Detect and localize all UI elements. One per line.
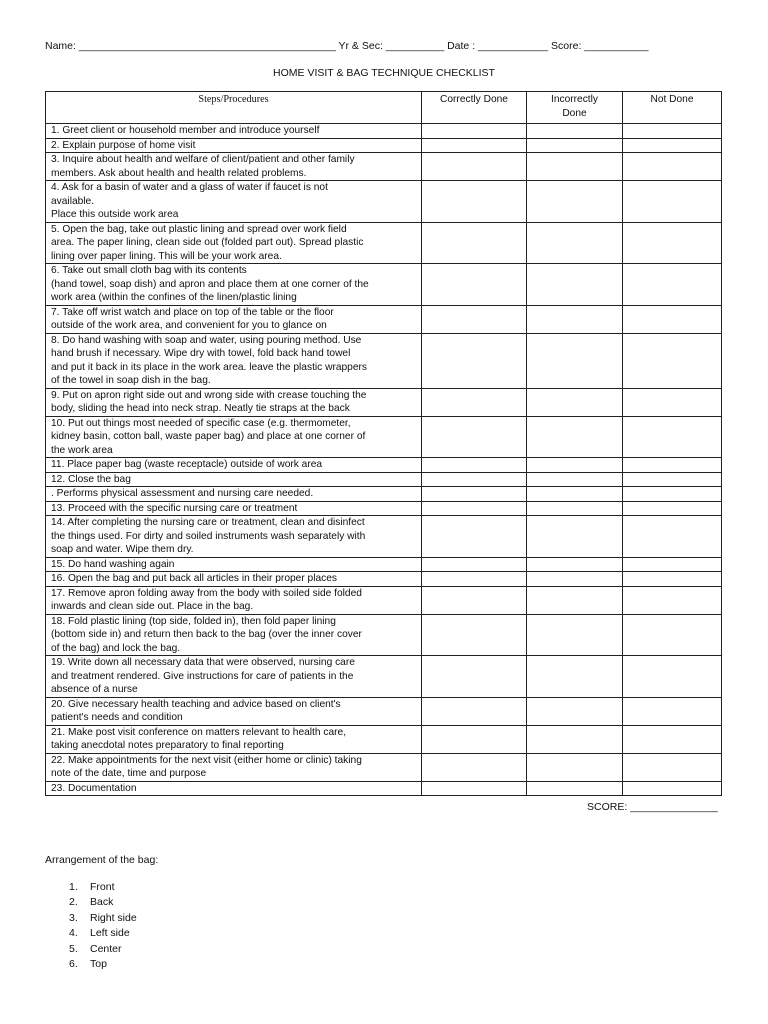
not-done-cell[interactable] [623,138,722,153]
step-cell [46,753,422,781]
step-cell [46,124,422,139]
incorrectly-done-cell[interactable] [527,181,623,223]
not-done-cell[interactable] [623,614,722,656]
not-done-cell[interactable] [623,725,722,753]
step-text: kidney basin, cotton ball, waste paper bag) and place at one corner of [51,431,366,442]
step-text: members. Ask about health and health related problems. [51,167,307,179]
not-done-cell[interactable] [623,181,722,223]
correctly-done-cell[interactable] [422,753,527,781]
correctly-done-cell[interactable] [422,138,527,153]
step-cell [46,586,422,614]
step-text: 14. After completing the nursing care or treatment, clean and disinfect [51,517,365,528]
not-done-cell[interactable] [623,586,722,614]
correctly-done-cell[interactable] [422,572,527,587]
step-cell [46,181,422,223]
incorrectly-done-cell[interactable] [527,725,623,753]
step-cell [46,614,422,656]
correctly-done-cell[interactable] [422,181,527,223]
step-text: 7. Take off wrist watch and place on top of the table or the floor [51,306,334,318]
not-done-cell[interactable] [623,305,722,333]
step-text: 21. Make post visit conference on matters relevant to health care, [51,726,347,738]
correctly-done-cell[interactable] [422,388,527,416]
step-text: 18. Fold plastic lining (top side, folded in), then fold paper lining [51,615,336,627]
table-row [46,472,722,487]
not-done-cell[interactable] [623,753,722,781]
table-row [46,138,722,153]
step-text: area. The paper lining, clean side out (folded part out). Spread plastic [51,237,364,248]
correctly-done-cell[interactable] [422,501,527,516]
incorrectly-done-header-line: Incorrectly [551,94,598,105]
correctly-done-cell[interactable] [422,153,527,181]
correctly-done-cell[interactable] [422,124,527,139]
not-done-cell[interactable] [623,416,722,458]
table-row [46,781,722,796]
table-row [46,333,722,388]
table-row [46,725,722,753]
table-row [46,697,722,725]
table-row [46,388,722,416]
table-row [46,753,722,781]
list-label: Top [90,957,107,970]
arrangement-list [45,880,137,972]
not-done-cell[interactable] [623,333,722,388]
step-text: 4. Ask for a basin of water and a glass of water if faucet is not [51,182,328,193]
not-done-cell[interactable] [623,458,722,473]
step-text: (hand towel, soap dish) and apron and place them at one corner of the [51,278,369,290]
table-row [46,458,722,473]
list-label: Center [90,942,122,955]
incorrectly-done-header-line: Done [562,107,587,119]
table-row [46,501,722,516]
step-cell [46,333,422,388]
not-done-cell[interactable] [623,472,722,487]
step-text: of the bag) and lock the bag. [51,642,181,654]
table-row [46,222,722,264]
list-number: 4. [69,927,78,940]
step-text: patient's needs and condition [51,712,183,723]
step-text: 12. Close the bag [51,473,131,485]
incorrectly-done-cell[interactable] [527,656,623,698]
step-text: of the towel in soap dish in the bag. [51,375,211,386]
step-text: 16. Open the bag and put back all articles in their proper places [51,573,337,584]
step-cell [46,487,422,502]
correctly-done-cell[interactable] [422,416,527,458]
incorrectly-done-cell[interactable] [527,333,623,388]
step-text: and put it back in its place in the work area. leave the plastic wrappers [51,361,367,373]
table-header-row [46,92,722,124]
correctly-done-cell[interactable] [422,586,527,614]
list-number: 2. [69,896,78,909]
step-text: 22. Make appointments for the next visit (either home or clinic) taking [51,754,362,766]
incorrectly-done-cell[interactable] [527,487,623,502]
steps-header: Steps/Procedures [46,92,422,124]
correctly-done-cell[interactable] [422,264,527,306]
correctly-done-cell[interactable] [422,656,527,698]
not-done-cell[interactable] [623,388,722,416]
checklist-body [46,124,722,796]
list-label: Right side [90,911,137,924]
step-text: available. [51,195,95,207]
step-cell [46,557,422,572]
list-item [45,926,137,941]
step-cell [46,697,422,725]
step-cell [46,656,422,698]
not-done-cell[interactable] [623,572,722,587]
list-label: Left side [90,927,130,940]
step-cell [46,388,422,416]
step-text: 15. Do hand washing again [51,558,175,570]
student-info-line: Name: ____________________________________________ Yr & Sec: __________ Date : ____________ Score: ___________ [45,40,649,52]
table-row [46,557,722,572]
incorrectly-done-cell[interactable] [527,124,623,139]
step-text: Place this outside work area [51,209,179,220]
not-done-cell[interactable] [623,781,722,796]
step-text: absence of a nurse [51,684,138,695]
incorrectly-done-cell[interactable] [527,516,623,558]
incorrectly-done-cell[interactable] [527,472,623,487]
score-line: SCORE: _______________ [587,801,718,813]
step-text: 19. Write down all necessary data that were observed, nursing care [51,657,355,668]
step-text: 10. Put out things most needed of specific case (e.g. thermometer, [51,417,351,429]
step-text: work area (within the confines of the linen/plastic lining [51,292,297,303]
step-cell [46,501,422,516]
step-cell [46,305,422,333]
step-text: note of the date, time and purpose [51,768,207,779]
step-text: 17. Remove apron folding away from the body with soiled side folded [51,587,362,599]
step-cell [46,572,422,587]
step-text: lining over paper lining. This will be your work area. [51,250,282,262]
step-text: 20. Give necessary health teaching and advice based on client's [51,698,341,710]
correctly-done-header: Correctly Done [422,92,527,124]
checklist-title: HOME VISIT & BAG TECHNIQUE CHECKLIST [273,67,495,79]
step-text: the things used. For dirty and soiled instruments wash separately with [51,530,366,542]
correctly-done-cell[interactable] [422,697,527,725]
not-done-header: Not Done [623,92,722,124]
step-text: 6. Take out small cloth bag with its contents [51,265,247,276]
correctly-done-cell[interactable] [422,614,527,656]
incorrectly-done-header [527,92,623,124]
arrangement-title: Arrangement of the bag: [45,854,159,866]
step-cell [46,472,422,487]
step-cell [46,516,422,558]
step-text: 8. Do hand washing with soap and water, using pouring method. Use [51,334,362,346]
incorrectly-done-cell[interactable] [527,138,623,153]
not-done-cell[interactable] [623,153,722,181]
step-cell [46,222,422,264]
step-text: outside of the work area, and convenient for you to glance on [51,320,327,331]
step-cell [46,725,422,753]
table-row [46,124,722,139]
incorrectly-done-cell[interactable] [527,697,623,725]
list-item [45,880,137,895]
list-item [45,957,137,972]
incorrectly-done-cell[interactable] [527,557,623,572]
step-text: (bottom side in) and return then back to the bag (over the inner cover [51,629,362,640]
table-row [46,614,722,656]
incorrectly-done-cell[interactable] [527,586,623,614]
correctly-done-cell[interactable] [422,725,527,753]
incorrectly-done-cell[interactable] [527,305,623,333]
table-row [46,153,722,181]
step-text: and treatment rendered. Give instructions for care of patients in the [51,670,354,682]
table-row [46,656,722,698]
list-number: 6. [69,957,78,970]
step-text: inwards and clean side out. Place in the bag. [51,601,254,612]
table-row [46,264,722,306]
list-label: Front [90,881,115,893]
step-text: 9. Put on apron right side out and wrong side with crease touching the [51,389,367,401]
incorrectly-done-cell[interactable] [527,572,623,587]
not-done-cell[interactable] [623,501,722,516]
incorrectly-done-cell[interactable] [527,222,623,264]
step-cell [46,138,422,153]
table-row [46,181,722,223]
table-row [46,516,722,558]
table-row [46,487,722,502]
step-text: 3. Inquire about health and welfare of client/patient and other family [51,154,355,165]
table-row [46,572,722,587]
list-number: 3. [69,911,78,924]
step-cell [46,458,422,473]
list-number: 1. [69,881,78,893]
table-row [46,305,722,333]
step-text: hand brush if necessary. Wipe dry with towel, fold back hand towel [51,348,351,359]
not-done-cell[interactable] [623,516,722,558]
step-text: 13. Proceed with the specific nursing care or treatment [51,502,298,514]
list-item [45,942,137,957]
step-text: 2. Explain purpose of home visit [51,139,196,151]
step-cell [46,153,422,181]
not-done-cell[interactable] [623,697,722,725]
not-done-cell[interactable] [623,264,722,306]
incorrectly-done-cell[interactable] [527,153,623,181]
table-row [46,416,722,458]
step-text: taking anecdotal notes preparatory to final reporting [51,740,284,751]
step-text: 5. Open the bag, take out plastic lining and spread over work field [51,223,347,235]
table-row [46,586,722,614]
not-done-cell[interactable] [623,656,722,698]
incorrectly-done-cell[interactable] [527,614,623,656]
incorrectly-done-cell[interactable] [527,264,623,306]
correctly-done-cell[interactable] [422,516,527,558]
correctly-done-cell[interactable] [422,487,527,502]
correctly-done-cell[interactable] [422,781,527,796]
step-text: the work area [51,444,113,456]
correctly-done-cell[interactable] [422,472,527,487]
list-item [45,911,137,926]
incorrectly-done-cell[interactable] [527,501,623,516]
correctly-done-cell[interactable] [422,333,527,388]
incorrectly-done-cell[interactable] [527,416,623,458]
correctly-done-cell[interactable] [422,305,527,333]
step-cell [46,781,422,796]
not-done-cell[interactable] [623,222,722,264]
step-text: body, sliding the head into neck strap. Neatly tie straps at the back [51,403,350,414]
step-text: 11. Place paper bag (waste receptacle) outside of work area [51,459,323,470]
not-done-cell[interactable] [623,557,722,572]
correctly-done-cell[interactable] [422,458,527,473]
list-number: 5. [69,942,78,955]
incorrectly-done-cell[interactable] [527,388,623,416]
step-cell [46,416,422,458]
step-text: 23. Documentation [51,782,137,794]
list-item [45,895,137,910]
incorrectly-done-cell[interactable] [527,458,623,473]
incorrectly-done-cell[interactable] [527,781,623,796]
list-label: Back [90,896,114,909]
checklist-table [45,91,722,796]
correctly-done-cell[interactable] [422,222,527,264]
step-text: soap and water. Wipe them dry. [51,544,194,555]
step-text: . Performs physical assessment and nursing care needed. [51,488,314,499]
step-text: 1. Greet client or household member and introduce yourself [51,125,320,136]
correctly-done-cell[interactable] [422,557,527,572]
step-cell [46,264,422,306]
not-done-cell[interactable] [623,487,722,502]
incorrectly-done-cell[interactable] [527,753,623,781]
not-done-cell[interactable] [623,124,722,139]
